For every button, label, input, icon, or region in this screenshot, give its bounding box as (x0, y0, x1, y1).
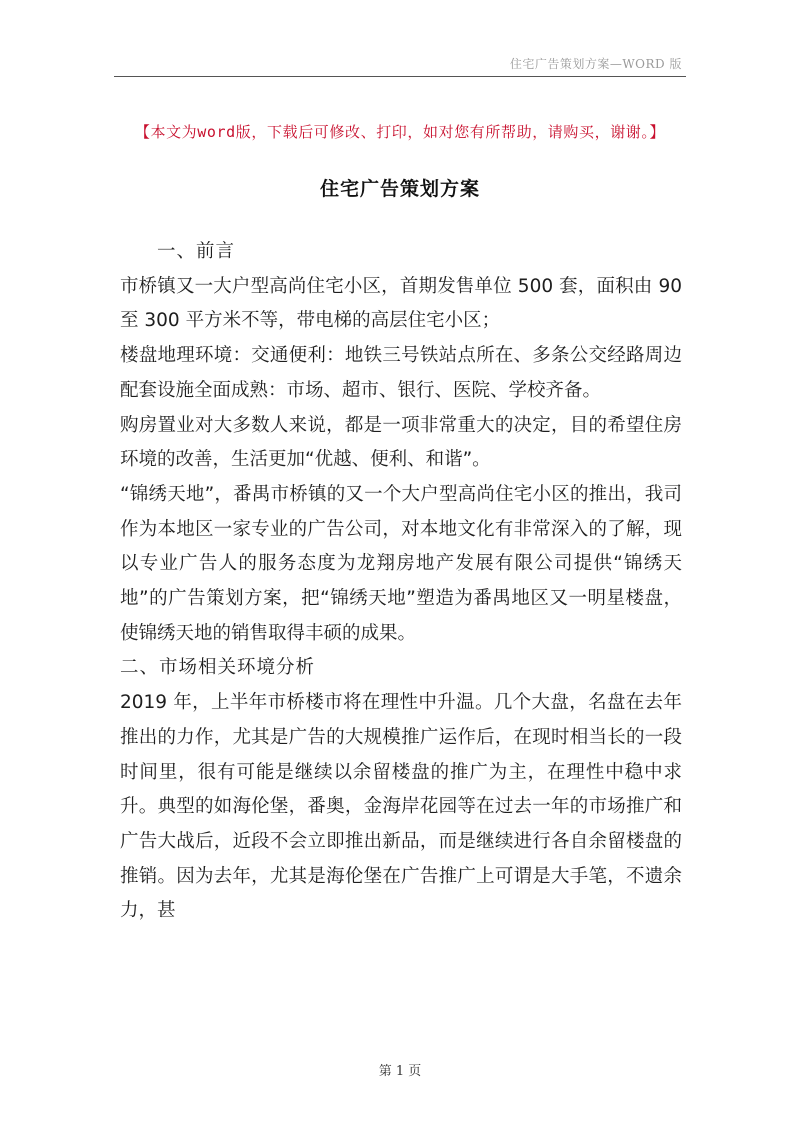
paragraph-location: 楼盘地理环境：交通便利：地铁三号铁站点所在、多条公交经路周边配套设施全面成熟：市场、超市、银行、医院、学校齐备。 (120, 345, 682, 401)
header-divider (114, 76, 686, 77)
page-number: 第 1 页 (378, 1064, 422, 1079)
purchase-notice: 【本文为word版，下载后可修改、打印，如对您有所帮助，请购买，谢谢。】 (134, 123, 666, 141)
paragraph-purchase-motivation: 购房置业对大多数人来说，都是一项非常重大的决定，目的希望住房环境的改善，生活更加“优越、便利、和谐”。 (120, 414, 682, 471)
paragraph-project-intro: 市桥镇又一大户型高尚住宅小区，首期发售单位 500 套，面积由 90 至 300 平方米不等，带电梯的高层住宅小区； (120, 275, 682, 332)
document-title: 住宅广告策划方案 (319, 178, 480, 200)
paragraph-market-analysis: 2019 年，上半年市桥楼市将在理性中升温。几个大盘，名盘在去年推出的力作，尤其是广告的大规模推广运作后，在现时相当长的一段时间里，很有可能是继续以余留楼盘的推广为主，在理性中稳中求升。典型的如海伦堡，番奥，金海岸花园等在过去一年的市场推广和广告大战后，近段不会立即推出新品，而是继续进行各自余留楼盘的推销。因为去年，尤其是海伦堡在广告推广上可谓是大手笔，不遗余力，甚 (120, 692, 682, 922)
running-header: 住宅广告策划方案—WORD 版 (509, 57, 682, 71)
section-heading-preface: 一、前言 (157, 241, 236, 262)
paragraph-project-positioning: “锦绣天地”，番禺市桥镇的又一个大户型高尚住宅小区的推出，我司作为本地区一家专业的广告公司，对本地文化有非常深入的了解，现以专业广告人的服务态度为龙翔房地产发展有限公司提供“锦绣天地”的广告策划方案，把“锦绣天地”塑造为番禺地区又一明星楼盘，使锦绣天地的销售取得丰硕的成果。 (120, 483, 682, 644)
section-heading-market: 二、市场相关环境分析 (120, 657, 316, 679)
document-body (120, 235, 682, 929)
